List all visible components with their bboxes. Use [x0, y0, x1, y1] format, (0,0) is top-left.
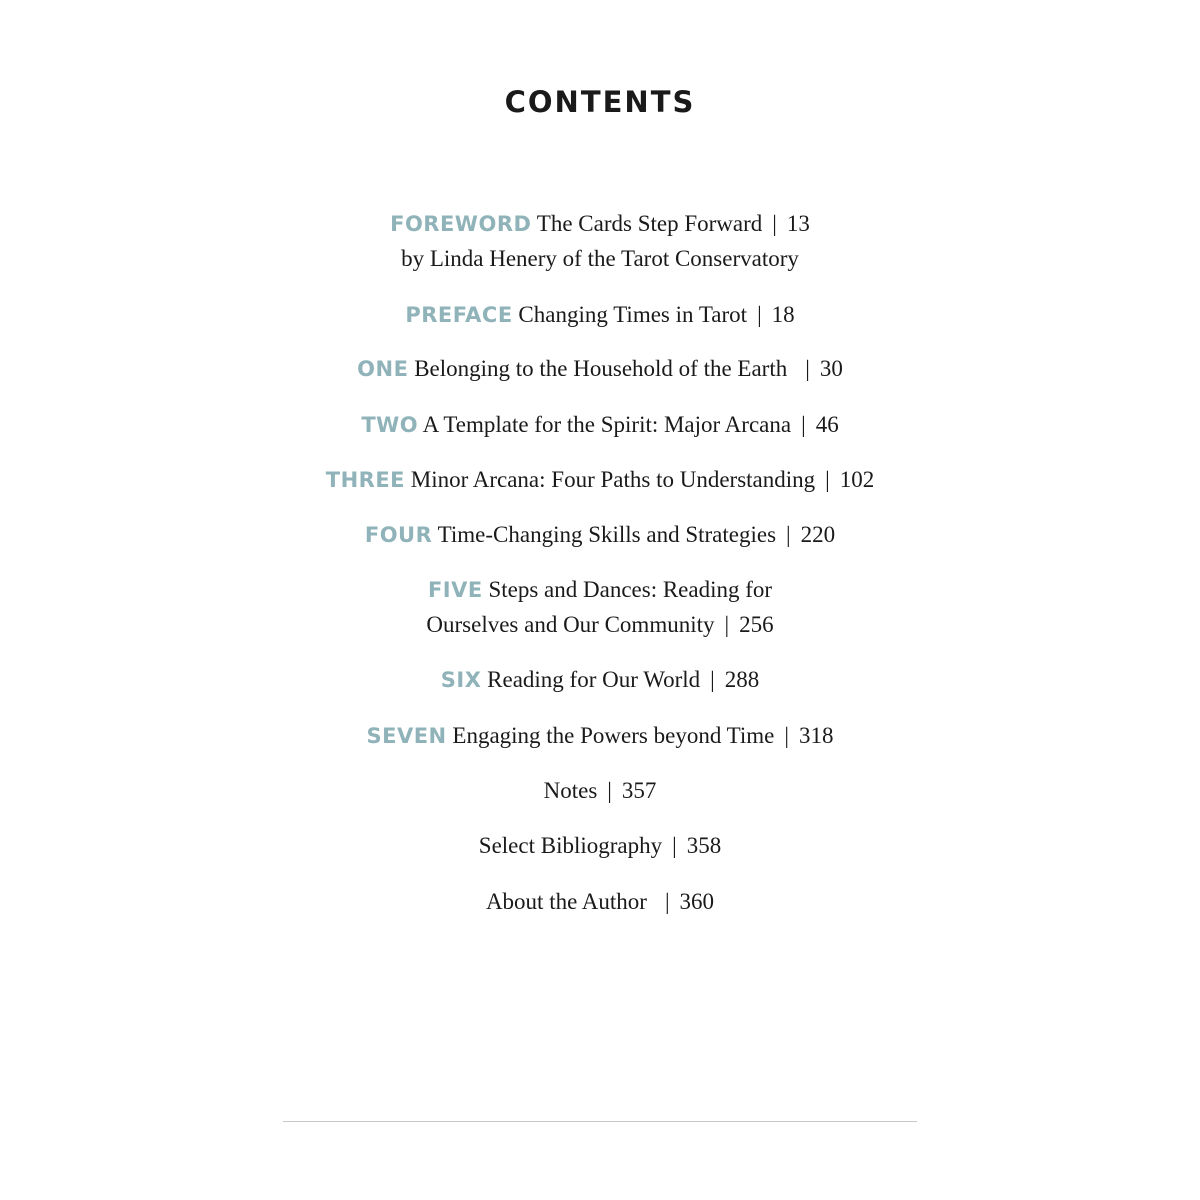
toc-title: Minor Arcana: Four Paths to Understanding: [410, 467, 816, 492]
toc-page-number: 357: [621, 778, 657, 803]
toc-page-number: 318: [799, 723, 834, 748]
toc-separator: |: [724, 612, 730, 637]
toc-separator: |: [825, 467, 830, 492]
page-title: CONTENTS: [504, 85, 696, 119]
toc-label: FIVE: [427, 578, 483, 602]
toc-page-number: 30: [819, 356, 843, 381]
toc-title: Changing Times in Tarot: [518, 302, 748, 327]
toc-entry-preface[interactable]: [0, 297, 1200, 333]
toc-separator: |: [672, 833, 677, 858]
toc-entry-chapter-six[interactable]: [0, 662, 1200, 698]
toc-label: ONE: [357, 357, 409, 381]
toc-separator: |: [786, 522, 791, 547]
toc-entry-notes[interactable]: [0, 773, 1200, 808]
toc-label: FOUR: [364, 523, 433, 547]
toc-entry-chapter-seven[interactable]: [0, 718, 1200, 754]
toc-entry-chapter-one[interactable]: [0, 351, 1200, 387]
toc-title: A Template for the Spirit: Major Arcana: [422, 412, 792, 437]
toc-entry-chapter-five[interactable]: [0, 572, 1200, 608]
toc-title: Reading for Our World: [487, 667, 701, 692]
toc-page-number: 18: [771, 302, 795, 327]
toc-page-number: 46: [815, 412, 839, 437]
toc-page-number: 360: [679, 889, 715, 914]
toc-entry-chapter-three[interactable]: [0, 462, 1200, 498]
toc-title: Notes: [543, 778, 598, 803]
toc-page-number: 288: [724, 667, 760, 692]
toc-entry-chapter-five-continued[interactable]: [0, 607, 1200, 642]
toc-separator: |: [805, 356, 810, 381]
toc-label: SIX: [440, 668, 482, 692]
toc-entry-bibliography[interactable]: [0, 828, 1200, 863]
toc-separator: |: [757, 302, 762, 327]
toc-separator: |: [772, 211, 777, 236]
toc-title: About the Author: [485, 889, 647, 914]
toc-page-number: 256: [739, 612, 774, 637]
toc-entry-foreword-byline: [0, 241, 1200, 276]
toc-entry-chapter-two[interactable]: [0, 407, 1200, 443]
toc-byline: by Linda Henery of the Tarot Conservatory: [401, 246, 799, 271]
toc-title: Steps and Dances: Reading for: [488, 577, 773, 602]
toc-title: Engaging the Powers beyond Time: [452, 723, 775, 748]
toc-label: THREE: [325, 468, 406, 492]
toc-title: Time-Changing Skills and Strategies: [437, 522, 777, 547]
toc-title: Select Bibliography: [478, 833, 663, 858]
toc-separator: |: [607, 778, 612, 803]
toc-separator: |: [664, 889, 670, 914]
toc-page-number: 220: [800, 522, 836, 547]
toc-label: PREFACE: [405, 303, 513, 327]
toc-page-number: 102: [839, 467, 875, 492]
toc-separator: |: [784, 723, 789, 748]
toc-separator: |: [801, 412, 806, 437]
toc-entry-about-author[interactable]: [0, 884, 1200, 919]
toc-label: SEVEN: [366, 724, 447, 748]
toc-entry-foreword[interactable]: [0, 206, 1200, 242]
toc-title: Belonging to the Household of the Earth: [414, 356, 788, 381]
toc-entry-chapter-four[interactable]: [0, 517, 1200, 553]
toc-title-continued: Ourselves and Our Community: [426, 612, 715, 637]
toc-label: FOREWORD: [390, 212, 532, 236]
bottom-divider: [283, 1121, 917, 1122]
toc-title: The Cards Step Forward: [536, 211, 763, 236]
toc-page-number: 13: [786, 211, 810, 236]
toc-label: TWO: [361, 413, 419, 437]
toc-separator: |: [710, 667, 715, 692]
toc-page-number: 358: [686, 833, 722, 858]
